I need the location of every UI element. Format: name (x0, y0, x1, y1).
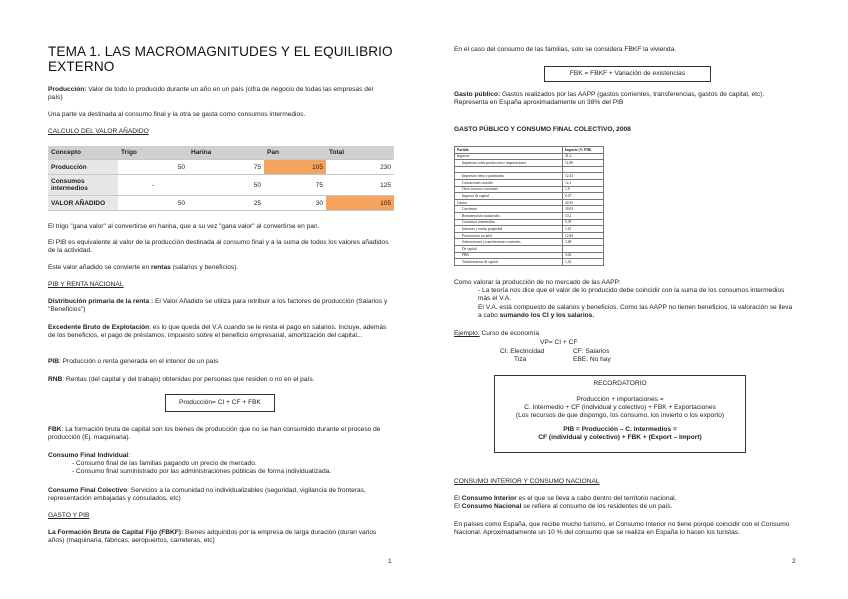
row-value: 11,88 (563, 160, 604, 167)
row-label: Remuneración asalariados (455, 212, 563, 219)
row-label: Consumos intermedios (455, 219, 563, 226)
table-row (455, 252, 604, 259)
row-value: 3,48 (563, 239, 604, 246)
produccion-term: Producción: (48, 86, 87, 93)
ejemplo-line (454, 330, 539, 338)
row-label: Transferencias de capital (455, 259, 563, 266)
row-label: Impuestos renta y patrimonio (455, 173, 563, 180)
ejemplo-ci: CI: Electricidad (500, 348, 545, 355)
row-value: 5,39 (563, 219, 604, 226)
cfi-term: Consumo Final Individual (48, 452, 129, 459)
table-cell: 30 (264, 196, 326, 211)
row-label (455, 166, 563, 173)
table-row (455, 179, 604, 186)
table-row (455, 239, 604, 246)
row-label: Ingresos (455, 153, 563, 160)
row-label: VALOR AÑADIDO (48, 196, 118, 211)
pib-renta-heading: PIB Y RENTA NACIONAL (48, 281, 124, 288)
distribucion-definition: El Valor Añadido se utiliza para retribuir a los factores de producción (Salarios y "Beneficios") (48, 298, 388, 314)
recordatorio-line: CF (individual y colectivo) + FBK + (Export – Import) (538, 434, 702, 441)
pib-definition-paragraph (48, 358, 393, 366)
row-value: 12,43 (563, 173, 604, 180)
row-value: 12,84 (563, 232, 604, 239)
table-cell: 230 (326, 160, 394, 175)
consumo-nacional-paragraph (454, 503, 799, 511)
recordatorio-box (494, 375, 746, 453)
consumo-nacional-definition: se refiere al consumo de los residentes de un país. (521, 503, 673, 510)
table-row (48, 160, 394, 175)
col-header: Pan (264, 146, 326, 160)
gasto-publico-paragraph (454, 91, 799, 108)
ejemplo-ebe: EBE: No hay (573, 356, 611, 363)
row-value: 4,02 (563, 252, 604, 259)
fbkf-definition: Bienes adquiridos por la empresa de larga duración (duran varios años) (maquinaria, fábricas, aeropuertos, carreteras, etc) (48, 529, 377, 545)
table-row (455, 166, 604, 173)
table-row (48, 175, 394, 196)
gasto-pib-heading: GASTO Y PIB (48, 512, 90, 519)
recordatorio-line: PIB = Producción – C. Intermedios = (563, 426, 677, 433)
rentas-post: (salarios y beneficios). (170, 264, 239, 271)
produccion-paragraph (48, 86, 388, 103)
row-label: Ingresos de capital (455, 193, 563, 200)
table-cell: 50 (118, 196, 188, 211)
aapp-item-text: El V.A. está compuesto de salarios y beneficios. Como las AAPP no tienen beneficios, la valoración se lleva a cabo (478, 304, 793, 320)
row-value: 41,2 (563, 153, 604, 160)
gasto-publico-definition: Gastos realizados por las AAPP (gastos corrientes, transferencias, gastos de capital, etc). Representa en España aproximadamente un 38% del PIB (454, 91, 765, 107)
row-label: Prestaciones sociales (455, 232, 563, 239)
row-label: Producción (48, 160, 118, 175)
fbkf-paragraph (48, 529, 393, 546)
row-label: Gastos (455, 199, 563, 206)
cfi-item: - Consumo final suministrado por las administraciones públicas de forma individualizada. (72, 468, 332, 475)
table-row (455, 212, 604, 219)
rnb-paragraph (48, 376, 393, 384)
row-value: 0,47 (563, 193, 604, 200)
table-cell: 50 (188, 175, 264, 196)
aapp-item (478, 304, 793, 321)
ejemplo-tiza: Tiza (514, 356, 527, 363)
row-label: Consumos intermedios (48, 175, 118, 196)
formula-box-fbk: FBK = FBKF + Variación de existencias (544, 66, 711, 82)
row-label: Corrientes (455, 206, 563, 213)
table-cell-highlighted: 105 (326, 196, 394, 211)
page-number: 2 (792, 558, 796, 565)
produccion-definition: Valor de todo lo producido durante un año en un país (cifra de negocio de todas las empresas del país) (48, 86, 374, 102)
fbk-paragraph (48, 426, 393, 443)
document-title: TEMA 1. LAS MACROMAGNITUDES Y EL EQUILIBRIO EXTERNO (48, 44, 393, 74)
table-header-row (455, 147, 604, 154)
paises-paragraph: En países como España, que recibe mucho turismo, el Consumo Interior no tiene porqué coincidir con el Consumo Nacional. Aproximadamente un 10 % del consumo que se realiza en España lo hacen los turistas. (454, 521, 790, 537)
row-label: Impuestos sobre producción e importaciones (455, 160, 563, 167)
gasto-publico-term: Gasto público: (454, 91, 501, 98)
col-header: Total (326, 146, 394, 160)
table-row (455, 199, 604, 206)
table-row (455, 186, 604, 193)
table-cell: 125 (326, 175, 394, 196)
gasto-publico-table (454, 146, 604, 266)
row-value: 12,1 (563, 179, 604, 186)
ci-pre: El (454, 495, 462, 502)
consumo-heading: CONSUMO INTERIOR Y CONSUMO NACIONAL (454, 478, 600, 485)
consumo-interior-definition: es el que se lleva a cabo dentro del territorio nacional. (516, 495, 677, 502)
page-number: 1 (388, 558, 392, 565)
consumo-interior-term: Consumo Interior (461, 495, 517, 502)
cn-pre: El (454, 503, 462, 510)
gasto-publico-heading: GASTO PÚBLICO Y CONSUMO FINAL COLECTIVO, 2008 (454, 126, 631, 133)
col-header: Partida (455, 147, 563, 154)
cfi-item: - Consumo final de las familias pagando un precio de mercado. (72, 460, 257, 467)
row-value (563, 166, 604, 173)
table-cell: 25 (188, 196, 264, 211)
ebe-paragraph (48, 324, 393, 341)
fbk-definition: : La formación bruta de capital son los bienes de producción que no se han consumido durante el proceso de producción (Ej. maquinaria). (48, 426, 381, 442)
table-row (455, 173, 604, 180)
table-cell-highlighted: 105 (264, 160, 326, 175)
familias-paragraph: En el caso del consumo de las familias, solo se considera FBKF la vivienda. (454, 46, 677, 53)
table-row (455, 153, 604, 160)
table-header-row (48, 146, 394, 160)
row-label: Cotizaciones sociales (455, 179, 563, 186)
ejemplo-formula: VP= CI + CF (540, 339, 578, 346)
ejemplo-text: Curso de economía (479, 330, 540, 337)
fbkf-term: La Formación Bruta de Capital Fijo (FBKF): (48, 529, 184, 536)
cfc-definition: : Servicios a la comunidad no individualizables (seguridad, vigilancia de fronteras, representación embajadas y consulados, etc) (48, 487, 366, 503)
consumo-nacional-term: Consumo Nacional (461, 503, 522, 510)
ejemplo-label: Ejemplo: (454, 330, 480, 337)
row-label: Otros recursos corrientes (455, 186, 563, 193)
table-row (455, 206, 604, 213)
recordatorio-line: Producción + importaciones = (576, 396, 664, 403)
table-cell: 50 (118, 160, 188, 175)
ejemplo-cf: CF: Salarios (573, 348, 610, 355)
table-row (455, 219, 604, 226)
recordatorio-title: RECORDATORIO (593, 380, 647, 387)
recordatorio-line: C. Intermedio + CF (individual y colectivo) + FBK + Exportaciones (524, 404, 716, 411)
table-row (48, 196, 394, 211)
table-row (455, 245, 604, 252)
pib-definition: : Producción o renta generada en el interior de un país (59, 358, 219, 365)
row-label: Intereses y rentas propiedad (455, 226, 563, 233)
row-label: De capital (455, 245, 563, 252)
row-value: 44,93 (563, 199, 604, 206)
table-row (455, 226, 604, 233)
row-value (563, 245, 604, 252)
formula-box-produccion: Producción= CI + CF + FBK (165, 394, 275, 412)
rentas-term: rentas (151, 264, 171, 271)
table-row (455, 193, 604, 200)
table-cell: 75 (264, 175, 326, 196)
rnb-definition: : Rentas (del capital y del trabajo) obtenidas por personas que residen o no en el país. (62, 376, 315, 383)
row-value: 39,83 (563, 206, 604, 213)
valor-anadido-table (48, 146, 394, 211)
ebe-definition: : es lo que queda del V.A cuando se le resta el pago en salarios. Incluye, además de los beneficios, el pago de préstamos, impuesto sobre el beneficio empresarial, amortización del capital... (48, 324, 387, 340)
row-value: 1,61 (563, 226, 604, 233)
recordatorio-line: (Los recursos de que dispongo, los consumo, los invierto o los exporto) (515, 412, 725, 419)
col-header: Trigo (118, 146, 188, 160)
rnb-term: RNB (48, 376, 63, 383)
cfc-paragraph (48, 487, 393, 504)
rentas-pre: Este valor añadido se convierte en (48, 264, 151, 271)
col-header: Concepto (48, 146, 118, 160)
table-row (455, 259, 604, 266)
trigo-paragraph: El trigo "gana valor" al convertirse en harina, que a su vez "gana valor" al convertirse en pan. (48, 223, 320, 230)
fbk-term: FBK (48, 426, 62, 433)
produccion-note: Una parte va destinada al consumo final y la otra se gasta como consumos intermedios. (48, 111, 306, 118)
aapp-item: - La teoría nos dice que el valor de lo producido debe coincidir con la suma de los consumos intermedios más el V.A. (478, 287, 785, 303)
calc-heading: CALCULO DEL VALOR AÑADIDO (48, 128, 149, 135)
cfi-paragraph: Consumo Final Individual: (48, 452, 131, 459)
ebe-term: Excedente Bruto de Explotación (48, 324, 150, 331)
row-value: 1,43 (563, 259, 604, 266)
table-cell: 75 (188, 160, 264, 175)
rentas-paragraph (48, 264, 393, 272)
row-label: FBK (455, 252, 563, 259)
pib-term: PIB (48, 358, 59, 365)
table-row (455, 160, 604, 167)
row-label: Subvenciones y transferencias corrientes (455, 239, 563, 246)
aapp-item-bold: sumando los CI y los salarios. (499, 312, 595, 320)
row-value: 10,2 (563, 212, 604, 219)
table-cell: - (118, 175, 188, 196)
col-header: Harina (188, 146, 264, 160)
table-row (455, 232, 604, 239)
row-value: 1,8 (563, 186, 604, 193)
col-header: Importe (% PIB) (563, 147, 604, 154)
aapp-intro: Como valorar la producción de no mercado de las AAPP: (454, 279, 621, 286)
distribucion-term: Distribución primaria de la renta : (48, 298, 154, 305)
distribucion-paragraph (48, 298, 393, 315)
cfc-term: Consumo Final Colectivo (48, 487, 128, 494)
pib-paragraph: El PIB es equivalente al valor de la producción destinada al consumo final y a la suma de todos los valores añadidos de la actividad. (48, 239, 389, 255)
